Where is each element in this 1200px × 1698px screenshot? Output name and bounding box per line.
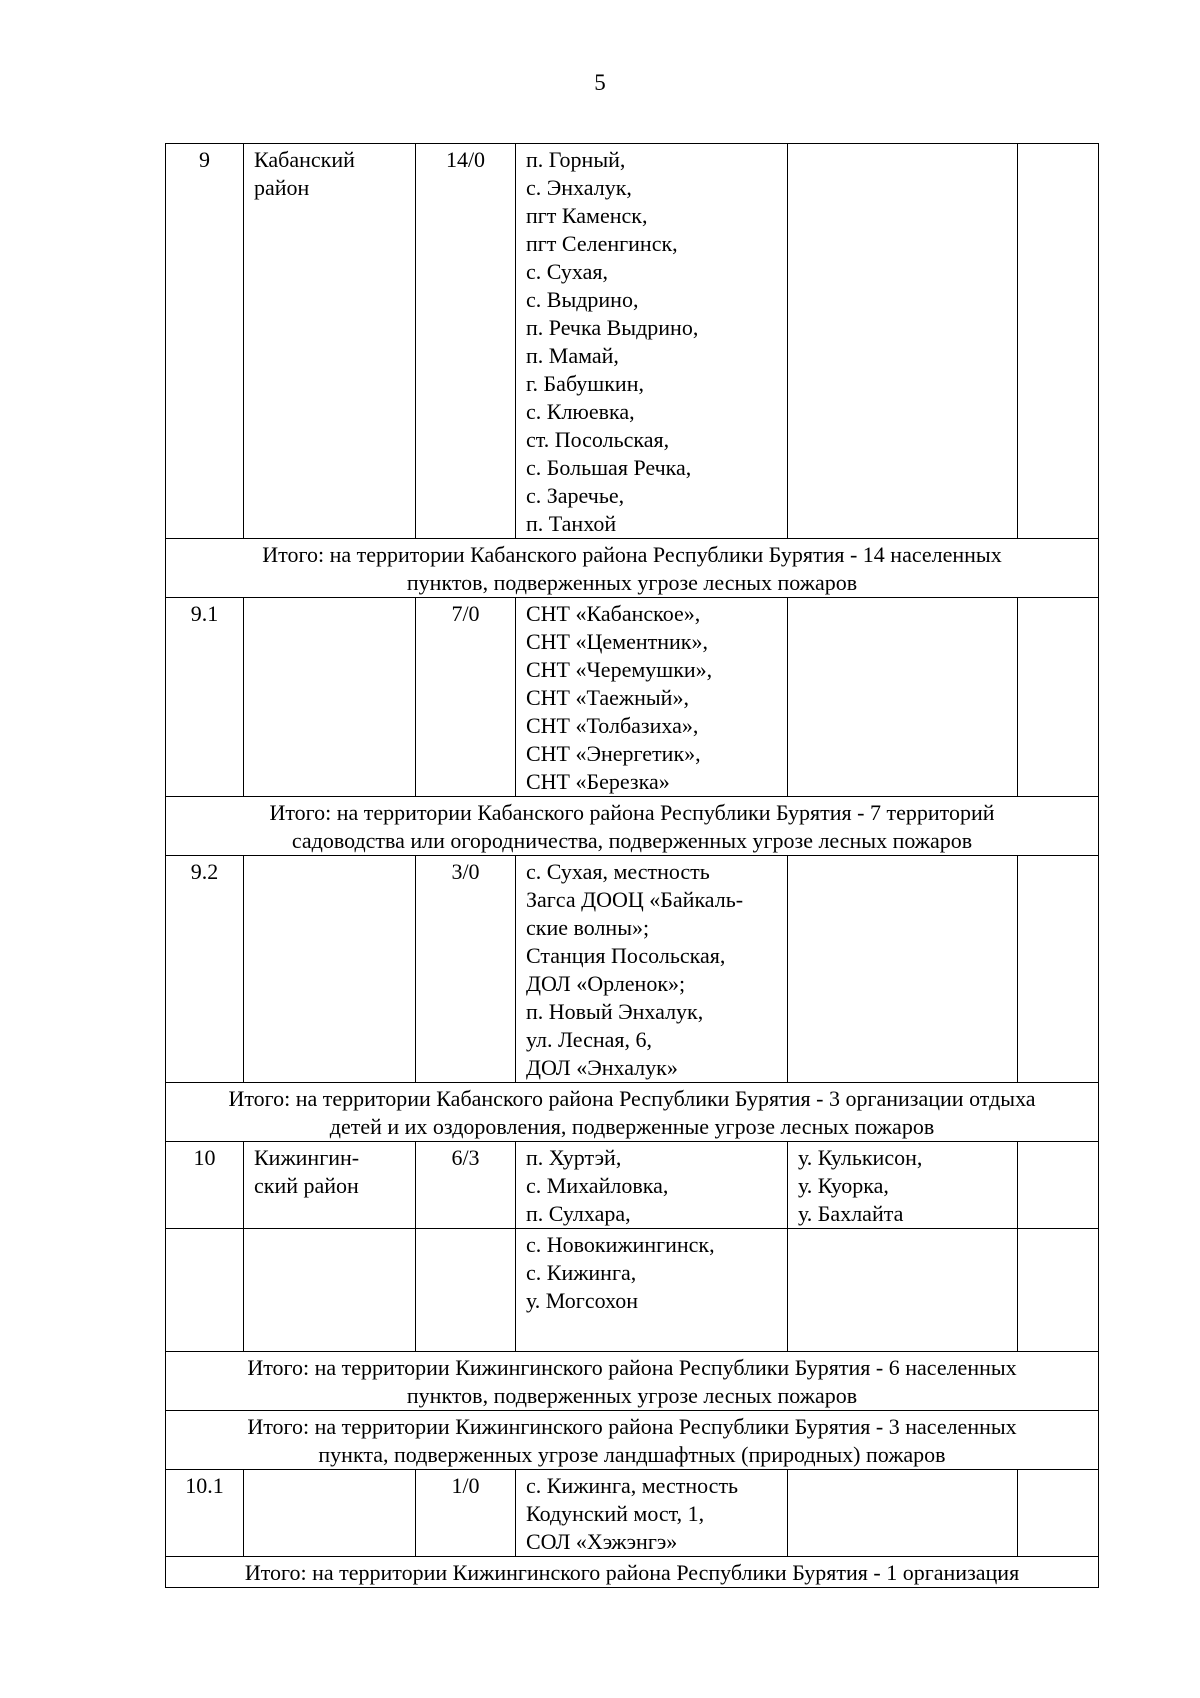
forest-fire-places-line: с. Клюевка, (526, 399, 635, 424)
total-text-line: пунктов, подверженных угрозе лесных пожаров (406, 1383, 858, 1408)
total-row (166, 1352, 1099, 1411)
district-name-line: ский район (254, 1173, 359, 1198)
total-text-line: пункта, подверженных угрозе ландшафтных (природных) пожаров (318, 1442, 946, 1467)
total-text (166, 1352, 1099, 1411)
forest-fire-places-line: с. Выдрино, (526, 287, 639, 312)
landscape-fire-places (788, 144, 1018, 539)
forest-fire-places-line: ст. Посольская, (526, 427, 670, 452)
forest-fire-places (516, 1229, 788, 1352)
forest-fire-places-line: СНТ «Черемушки», (526, 657, 713, 682)
empty-cell (1018, 1142, 1099, 1229)
landscape-fire-places (788, 1142, 1018, 1229)
forest-fire-places-line: Станция Посольская, (526, 943, 726, 968)
total-text (166, 539, 1099, 598)
forest-fire-places-line: у. Могсохон (526, 1288, 638, 1313)
total-text-line: Итого: на территории Кижингинского района Республики Бурятия - 3 населенных (247, 1414, 1017, 1439)
district-name (244, 856, 416, 1083)
forest-fire-places-line: п. Горный, (526, 147, 626, 172)
district-name-line: район (254, 175, 310, 200)
total-row (166, 539, 1099, 598)
forest-fire-places-line: с. Энхалук, (526, 175, 632, 200)
row-number: 10.1 (166, 1470, 244, 1557)
total-text-line: Итого: на территории Кижингинского района Республики Бурятия - 1 организация (244, 1560, 1020, 1585)
forest-fire-places-line: с. Большая Речка, (526, 455, 692, 480)
settlement-count: 7/0 (416, 598, 516, 797)
district-name-line: Кабанский (254, 147, 355, 172)
forest-fire-places-line: с. Заречье, (526, 483, 625, 508)
district-name-line: Кижингин- (254, 1145, 360, 1170)
landscape-fire-places-line: у. Куорка, (798, 1173, 889, 1198)
forest-fire-places-line: СНТ «Кабанское», (526, 601, 701, 626)
forest-fire-places (516, 1470, 788, 1557)
district-name (244, 598, 416, 797)
total-row (166, 797, 1099, 856)
total-text-line: пунктов, подверженных угрозе лесных пожаров (406, 570, 858, 595)
total-text-line: Итого: на территории Кабанского района Республики Бурятия - 7 территорий (269, 800, 995, 825)
landscape-fire-places (788, 856, 1018, 1083)
table-row (166, 144, 1099, 539)
district-name (244, 1470, 416, 1557)
forest-fire-places-line: СОЛ «Хэжэнгэ» (526, 1529, 678, 1554)
district-name (244, 144, 416, 539)
forest-fire-places-line: с. Новокижингинск, (526, 1232, 715, 1257)
forest-fire-places-line: СНТ «Толбазиха», (526, 713, 699, 738)
table-row (166, 1229, 1099, 1352)
row-number: 10 (166, 1142, 244, 1229)
district-name (244, 1229, 416, 1352)
forest-fire-places (516, 598, 788, 797)
row-number: 9 (166, 144, 244, 539)
forest-fire-places-line: СНТ «Таежный», (526, 685, 689, 710)
forest-fire-places-line: Кодунский мост, 1, (526, 1501, 705, 1526)
table-row (166, 598, 1099, 797)
forest-fire-places-line: СНТ «Энергетик», (526, 741, 701, 766)
forest-fire-places-line: пгт Селенгинск, (526, 231, 678, 256)
empty-cell (1018, 598, 1099, 797)
settlement-count: 3/0 (416, 856, 516, 1083)
forest-fire-places-line: п. Новый Энхалук, (526, 999, 704, 1024)
landscape-fire-places-line: у. Кулькисон, (798, 1145, 923, 1170)
total-text (166, 1411, 1099, 1470)
forest-fire-places-line: Загса ДООЦ «Байкаль- (526, 887, 744, 912)
empty-cell (1018, 1470, 1099, 1557)
forest-fire-places-line: п. Хуртэй, (526, 1145, 622, 1170)
forest-fire-places-line: ДОЛ «Энхалук» (526, 1055, 678, 1080)
table-row (166, 1470, 1099, 1557)
forest-fire-places-line: с. Михайловка, (526, 1173, 669, 1198)
row-number: 9.2 (166, 856, 244, 1083)
forest-fire-places-line: ул. Лесная, 6, (526, 1027, 653, 1052)
settlement-count: 6/3 (416, 1142, 516, 1229)
total-text-line: Итого: на территории Кабанского района Республики Бурятия - 3 организации отдыха (228, 1086, 1036, 1111)
forest-fire-places-line: пгт Каменск, (526, 203, 648, 228)
total-row (166, 1411, 1099, 1470)
forest-fire-places (516, 856, 788, 1083)
landscape-fire-places (788, 598, 1018, 797)
forest-fire-places-line: СНТ «Цементник», (526, 629, 708, 654)
total-text-line: садоводства или огородничества, подверженных угрозе лесных пожаров (291, 828, 973, 853)
forest-fire-places-line: п. Сулхара, (526, 1201, 631, 1226)
table-row (166, 856, 1099, 1083)
forest-fire-places-line: п. Речка Выдрино, (526, 315, 699, 340)
total-row (166, 1083, 1099, 1142)
settlement-count: 1/0 (416, 1470, 516, 1557)
row-number: 9.1 (166, 598, 244, 797)
forest-fire-places-line: с. Кижинга, (526, 1260, 637, 1285)
table-row (166, 1142, 1099, 1229)
landscape-fire-places-line: у. Бахлайта (798, 1201, 904, 1226)
forest-fire-places-line: г. Бабушкин, (526, 371, 644, 396)
total-text (166, 1083, 1099, 1142)
empty-cell (1018, 144, 1099, 539)
total-text-line: Итого: на территории Кабанского района Республики Бурятия - 14 населенных (262, 542, 1002, 567)
page-number: 5 (594, 70, 606, 95)
forest-fire-places-line: п. Танхой (526, 511, 617, 536)
forest-fire-places-line: п. Мамай, (526, 343, 619, 368)
empty-cell (1018, 856, 1099, 1083)
settlement-count: 14/0 (416, 144, 516, 539)
forest-fire-places (516, 144, 788, 539)
row-number (166, 1229, 244, 1352)
landscape-fire-places (788, 1470, 1018, 1557)
total-row (166, 1557, 1099, 1588)
forest-fire-places-line: с. Кижинга, местность (526, 1473, 739, 1498)
forest-fire-places (516, 1142, 788, 1229)
total-text (166, 1557, 1099, 1588)
forest-fire-places-line: с. Сухая, (526, 259, 608, 284)
empty-cell (1018, 1229, 1099, 1352)
total-text (166, 797, 1099, 856)
settlements-table (165, 143, 1099, 1588)
district-name (244, 1142, 416, 1229)
forest-fire-places-line: СНТ «Березка» (526, 769, 670, 794)
landscape-fire-places (788, 1229, 1018, 1352)
total-text-line: Итого: на территории Кижингинского района Республики Бурятия - 6 населенных (247, 1355, 1017, 1380)
forest-fire-places-line: ские волны»; (526, 915, 650, 940)
settlement-count (416, 1229, 516, 1352)
forest-fire-places-line: с. Сухая, местность (526, 859, 710, 884)
forest-fire-places-line: ДОЛ «Орленок»; (526, 971, 686, 996)
total-text-line: детей и их оздоровления, подверженные угрозе лесных пожаров (329, 1114, 935, 1139)
